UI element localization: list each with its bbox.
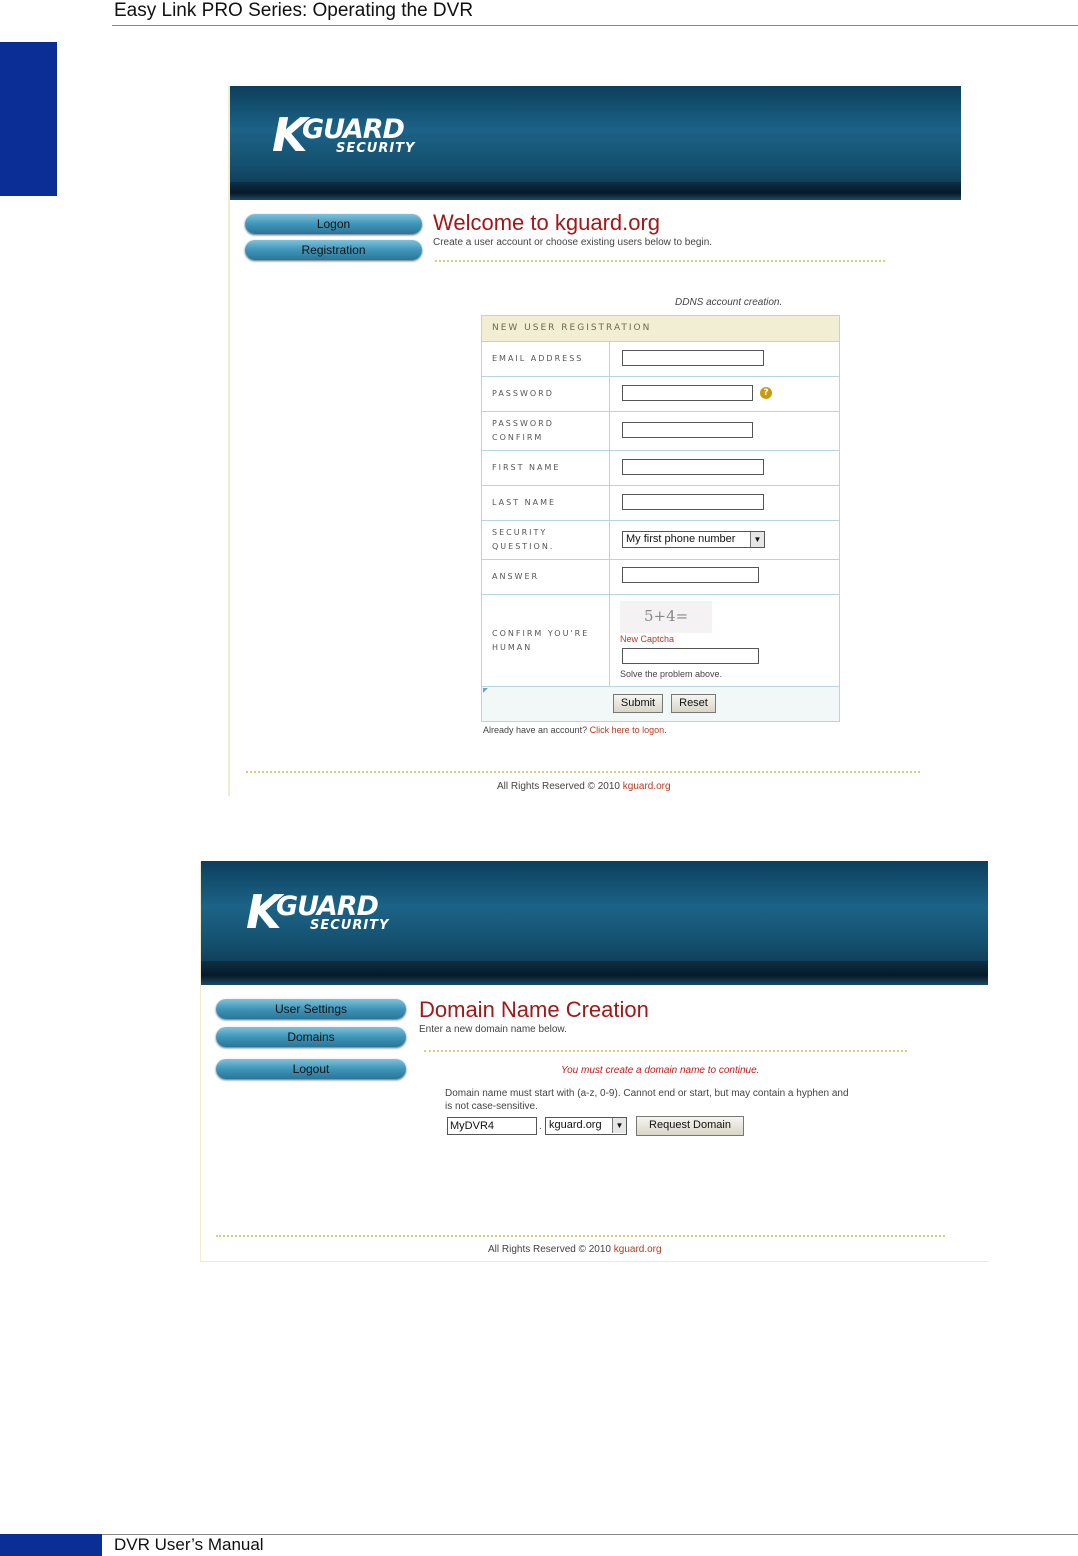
logo-security: SECURITY [336, 141, 416, 156]
manual-footer: DVR User’s Manual [114, 1535, 264, 1554]
logon-link[interactable]: Click here to logon. [589, 725, 667, 735]
logon-button[interactable]: Logon [245, 214, 422, 234]
copyright-text: All Rights Reserved © 2010 [488, 1244, 611, 1255]
request-domain-button[interactable]: Request Domain [636, 1116, 744, 1136]
help-icon[interactable]: ? [760, 387, 772, 399]
email-input[interactable] [622, 350, 764, 366]
domain-suffix-value: kguard.org [549, 1119, 602, 1131]
banner-stripe [201, 961, 988, 985]
last-name-input[interactable] [622, 494, 764, 510]
human-label-line1: CONFIRM YOU'RE [492, 628, 590, 638]
user-settings-button[interactable]: User Settings [216, 999, 406, 1019]
footer-divider [246, 771, 920, 773]
first-name-label: FIRST NAME [482, 451, 610, 485]
logo-security: SECURITY [310, 918, 390, 933]
warning-text: You must create a domain name to continue. [561, 1065, 760, 1076]
header-rule [112, 25, 1078, 26]
answer-row [482, 560, 839, 595]
footer-divider [216, 1235, 945, 1237]
password-row [482, 377, 839, 412]
security-question-select[interactable] [622, 531, 765, 548]
captcha-input[interactable] [622, 648, 759, 664]
domains-button[interactable]: Domains [216, 1027, 406, 1047]
footer-bar [0, 1534, 102, 1556]
password-confirm-label-line2: CONFIRM [492, 433, 544, 442]
copyright-text: All Rights Reserved © 2010 [497, 781, 620, 792]
new-captcha-link[interactable]: New Captcha [620, 634, 675, 644]
security-question-row [482, 521, 839, 560]
chevron-down-icon[interactable]: ▼ [612, 1118, 626, 1133]
page-title: Domain Name Creation [419, 997, 649, 1022]
site-banner [230, 86, 961, 184]
divider [424, 1050, 907, 1052]
logout-button[interactable]: Logout [216, 1059, 406, 1079]
copyright [488, 1244, 662, 1255]
password-input[interactable] [622, 385, 753, 401]
answer-input[interactable] [622, 567, 759, 583]
logo-guard: GUARD [302, 114, 404, 145]
page-subtitle: Create a user account or choose existing users below to begin. [433, 237, 713, 248]
email-label: EMAIL ADDRESS [482, 342, 610, 376]
password-confirm-label-line1: PASSWORD [492, 419, 554, 428]
last-name-row [482, 486, 839, 521]
divider [435, 260, 885, 262]
logo-k: K [246, 885, 280, 939]
domain-rule-line2: is not case-sensitive. [445, 1101, 538, 1112]
page-subtitle: Enter a new domain name below. [419, 1024, 567, 1035]
submit-button[interactable]: Submit [613, 694, 663, 713]
password-confirm-input[interactable] [622, 422, 753, 438]
last-name-label: LAST NAME [482, 486, 610, 520]
banner-stripe [230, 182, 961, 200]
corner-marker [483, 688, 488, 693]
copyright-link[interactable]: kguard.org [613, 1244, 662, 1255]
password-confirm-row [482, 412, 839, 451]
first-name-input[interactable] [622, 459, 764, 475]
already-account-text [483, 725, 667, 735]
captcha-hint: Solve the problem above. [620, 669, 723, 679]
human-label-line2: HUMAN [492, 642, 533, 652]
security-question-label-line1: SECURITY [492, 528, 548, 537]
dot-separator: . [539, 1121, 542, 1132]
manual-header: Easy Link PRO Series: Operating the DVR [114, 0, 474, 21]
captcha-row [482, 595, 839, 687]
logo-k: K [272, 108, 306, 162]
form-header: NEW USER REGISTRATION [482, 316, 839, 342]
chapter-tab [0, 42, 57, 196]
captcha-image: 5+4= [620, 601, 712, 633]
already-account-prefix: Already have an account? [483, 725, 588, 735]
domain-suffix-select[interactable] [545, 1117, 627, 1135]
copyright-link[interactable]: kguard.org [622, 781, 671, 792]
page-title: Welcome to kguard.org [433, 210, 661, 235]
human-label [482, 595, 610, 686]
registration-form [481, 315, 840, 722]
reset-button[interactable]: Reset [671, 694, 716, 713]
logo-guard: GUARD [276, 891, 378, 922]
registration-screenshot [228, 86, 961, 796]
security-question-label [482, 521, 610, 559]
security-question-value: My first phone number [626, 533, 736, 545]
domain-screenshot [200, 861, 988, 1262]
answer-label: ANSWER [482, 560, 610, 594]
domain-input[interactable]: MyDVR4 [447, 1117, 537, 1135]
ddns-note: DDNS account creation. [675, 297, 783, 308]
chevron-down-icon[interactable]: ▼ [750, 532, 764, 547]
security-question-label-line2: QUESTION. [492, 542, 555, 551]
registration-button[interactable]: Registration [245, 240, 422, 260]
email-row [482, 342, 839, 377]
site-banner [201, 861, 988, 963]
copyright [497, 781, 671, 792]
password-label: PASSWORD [482, 377, 610, 411]
first-name-row [482, 451, 839, 486]
domain-rule-line1: Domain name must start with (a-z, 0-9). Cannot end or start, but may contain a hyphen and [445, 1088, 849, 1099]
password-confirm-label [482, 412, 610, 450]
form-buttons-row [482, 687, 839, 721]
